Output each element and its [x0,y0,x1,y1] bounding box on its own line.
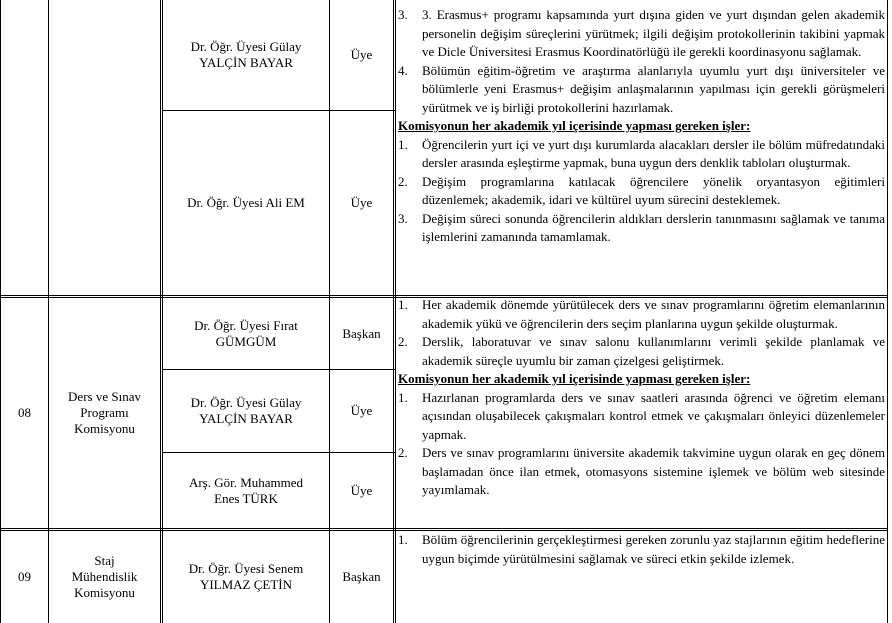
duty-item: 1. Bölüm öğrencilerinin gerçekleştirmesi gereken zorunlu yaz stajlarının eğitim hedeflerine uygun biçimde yürütülmesini sağlamak ve süreci etkin şekilde izlemek. [398,532,885,566]
duty-item: 2. Değişim programlarına katılacak öğrencilere yönelik oryantasyon eğitimleri düzenlemek; akademik, idari ve kültürel uyum sürecini desteklemek. [398,173,885,207]
member-role: Başkan [342,325,381,341]
duties-cell [398,531,885,568]
member-name: Dr. Öğr. Üyesi Gülay YALÇİN BAYAR [190,395,302,426]
duty-item: 2. Ders ve sınav programlarını üniversite akademik takvimine uygun olarak en geç dönem başlamadan önce ilan etmek, otomasyons sistemine işlemek ve bölüm web sitesinde yayımlamak. [398,445,885,497]
commission-name: Ders ve Sınav Programı Komisyonu [68,389,141,436]
duty-item: 1. Öğrencilerin yurt içi ve yurt dışı kurumlarda alacakları dersler ile bölüm müfredatındaki dersler arasında eşleştirme yapmak, buna uygun ders denklik tabloları oluşturmak. [398,136,885,170]
duty-item: 4. Bölümün eğitim-öğretim ve araştırma alanlarıyla uyumlu yurt dışı üniversiteler ve bölümlerle yeni Erasmus+ değişim anlaşmalarının yapılması için gerekli görüşmeleri yürütmek ve iş birliği protokollerini hazırlamak. [398,62,885,115]
member-name: Dr. Öğr. Üyesi Senem YILMAZ ÇETİN [188,561,304,592]
member-role: Üye [350,47,373,62]
duties-cell [398,6,885,247]
member-role: Üye [350,195,373,210]
member-name: Dr. Öğr. Üyesi Ali EM [187,195,305,210]
row-number: 09 [18,569,31,584]
duty-item: 3. 3. Erasmus+ programı kapsamında yurt dışına giden ve yurt dışından gelen akademik personelin değişim süreçlerini yürütmek; ilgili değişim protokollerinin takibini yapmak ve Dicle Üniversitesi Erasmus Koordinatörlüğü ile gerekli koordinasyonu sağlamak. [398,7,885,59]
duty-item: 1. Hazırlanan programlarda ders ve sınav saatleri arasında öğrenci ve öğretim elemanı açısından oluşabilecek çakışmaları kontrol etmek ve çakışmaları önleyici düzenlemeler yapmak. [398,389,885,442]
member-name: Arş. Gör. Muhammed Enes TÜRK [188,474,304,506]
member-role: Üye [350,482,373,498]
member-name: Dr. Öğr. Üyesi Gülay YALÇİN BAYAR [190,39,302,70]
duty-item: 1. Her akademik dönemde yürütülecek ders ve sınav programlarını öğretim elemanlarının akademik yükü ve öğrencilerin ders seçim planlarına uygun şekilde oluşturmak. [398,297,885,331]
commission-name: Staj Mühendislik Komisyonu [71,553,138,600]
duties-cell [398,296,885,500]
member-role: Başkan [342,569,381,584]
member-role: Üye [350,403,373,418]
annual-heading: Komisyonun her akademik yıl içerisinde yapması gereken işler: [398,118,751,133]
member-name: Dr. Öğr. Üyesi Fırat GÜMGÜM [194,317,298,349]
duty-item: 2. Derslik, laboratuvar ve sınav salonu kullanımlarını verimli şekilde planlamak ve akademik süreçle uyumlu bir zaman çizelgesi geliştirmek. [398,334,885,368]
duty-item: 3. Değişim süreci sonunda öğrencilerin aldıkları derslerin tanınmasını sağlamak ve tanıma işlemlerini zamanında tamamlamak. [398,210,885,244]
row-number: 08 [18,405,31,420]
annual-heading: Komisyonun her akademik yıl içerisinde yapması gereken işler: [398,371,751,386]
